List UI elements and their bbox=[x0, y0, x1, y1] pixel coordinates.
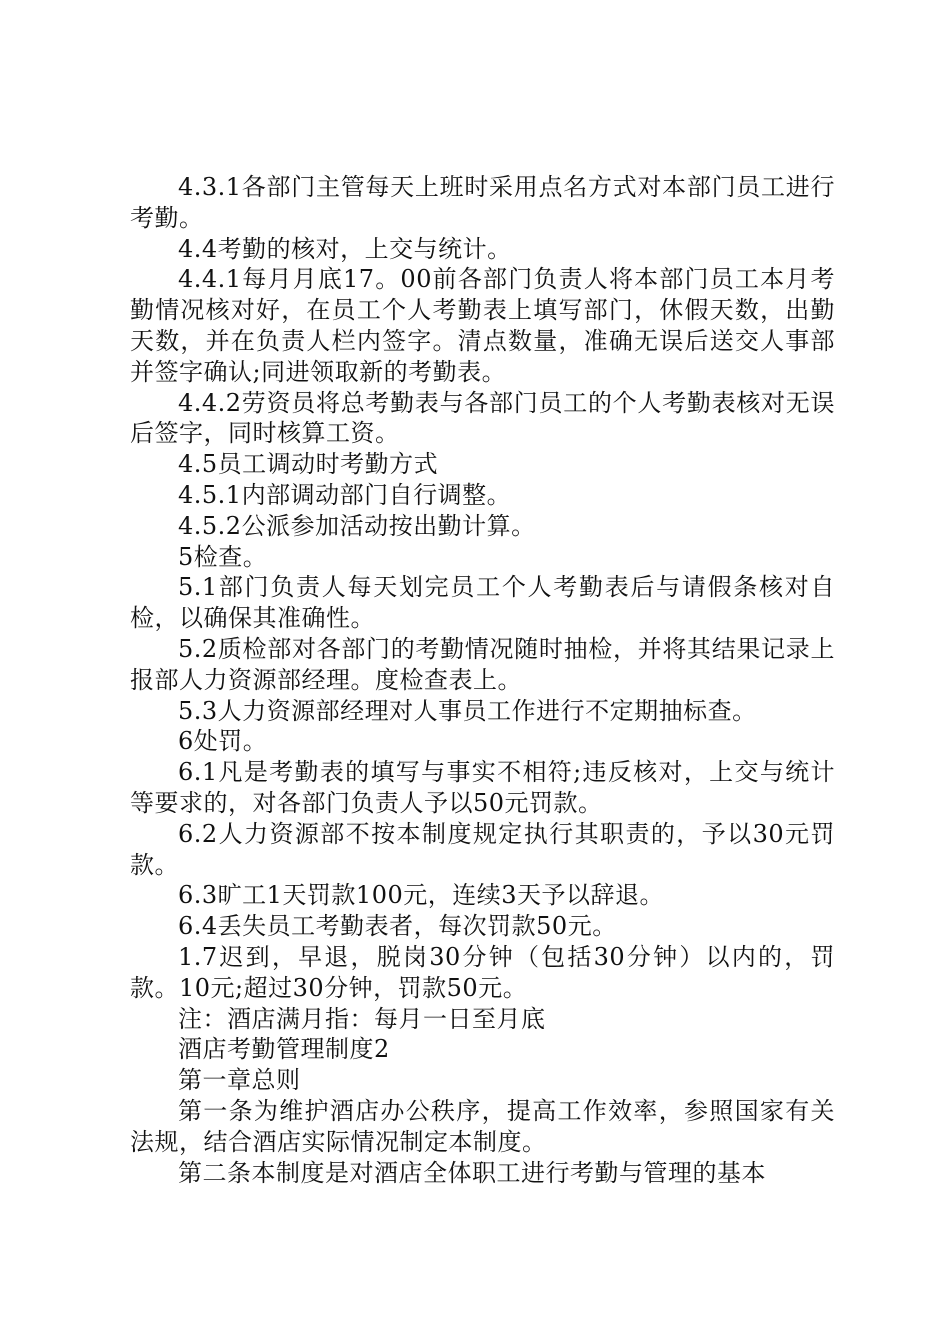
paragraph: 酒店考勤管理制度2 bbox=[178, 1035, 390, 1064]
paragraph: 6.3旷工1天罚款100元，连续3天予以辞退。 bbox=[178, 881, 665, 910]
paragraph: 5.3人力资源部经理对人事员工作进行不定期抽标查。 bbox=[178, 696, 757, 725]
paragraph: 4.4.1每月月底17。00前各部门负责人将本部门员工本月考勤情况核对好，在员工个人考勤表上填写部门，休假天数，出勤天数，并在负责人栏内签字。清点数量，准确无误后送交人事部并签字确认;同进领取新的考勤表。 bbox=[130, 265, 835, 386]
paragraph: 4.3.1各部门主管每天上班时采用点名方式对本部门员工进行考勤。 bbox=[130, 173, 835, 232]
paragraph: 第一条为维护酒店办公秩序，提高工作效率，参照国家有关法规，结合酒店实际情况制定本制度。 bbox=[130, 1096, 835, 1156]
paragraph: 6.1凡是考勤表的填写与事实不相符;违反核对，上交与统计等要求的，对各部门负责人予以50元罚款。 bbox=[130, 758, 835, 817]
paragraph: 4.4考勤的核对，上交与统计。 bbox=[178, 234, 512, 263]
paragraph: 6.4丢失员工考勤表者，每次罚款50元。 bbox=[178, 912, 617, 941]
document-body bbox=[130, 172, 835, 1188]
paragraph: 4.4.2劳资员将总考勤表与各部门员工的个人考勤表核对无误后签字，同时核算工资。 bbox=[130, 388, 835, 448]
paragraph: 6处罚。 bbox=[178, 727, 268, 756]
paragraph: 5.2质检部对各部门的考勤情况随时抽检，并将其结果记录上报部人力资源部经理。度检查表上。 bbox=[130, 634, 835, 694]
paragraph: 6.2人力资源部不按本制度规定执行其职责的，予以30元罚款。 bbox=[130, 819, 835, 879]
paragraph: 第二条本制度是对酒店全体职工进行考勤与管理的基本 bbox=[178, 1158, 766, 1187]
paragraph: 4.5.2公派参加活动按出勤计算。 bbox=[178, 511, 536, 540]
paragraph: 4.5.1内部调动部门自行调整。 bbox=[178, 480, 512, 509]
paragraph: 5检查。 bbox=[178, 542, 268, 571]
paragraph: 第一章总则 bbox=[178, 1066, 301, 1095]
paragraph: 1.7迟到，早退，脱岗30分钟（包括30分钟）以内的，罚款。10元;超过30分钟，罚款50元。 bbox=[130, 942, 835, 1002]
paragraph: 4.5员工调动时考勤方式 bbox=[178, 450, 439, 479]
paragraph: 注：酒店满月指：每月一日至月底 bbox=[178, 1004, 546, 1033]
paragraph: 5.1部门负责人每天划完员工个人考勤表后与请假条核对自检，以确保其准确性。 bbox=[130, 573, 835, 633]
